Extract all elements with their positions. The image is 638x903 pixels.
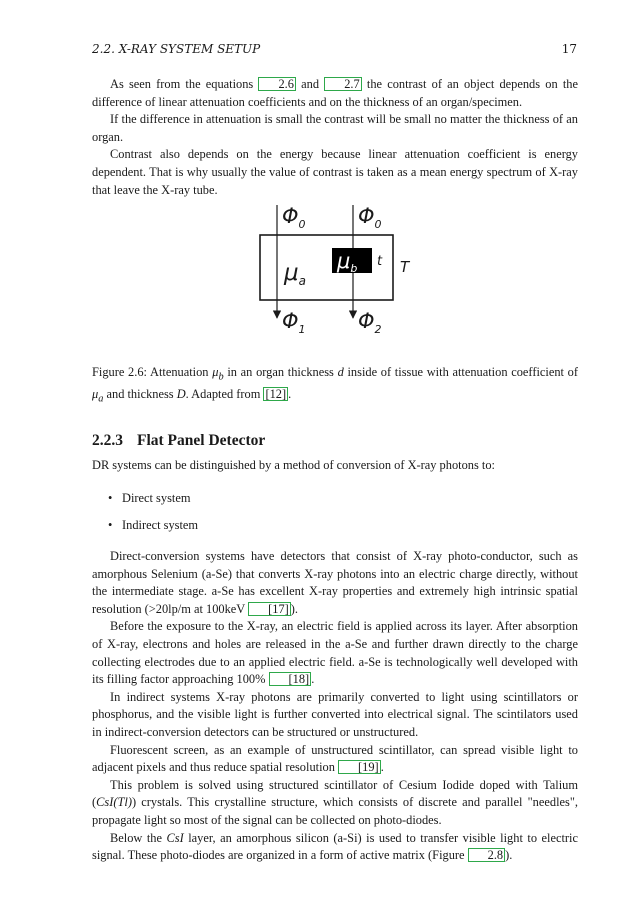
citation-link-19[interactable]: [19] — [338, 760, 381, 774]
bullet-dot: • — [108, 491, 113, 505]
caption-text-a: Figure 2.6: Attenuation — [92, 365, 213, 379]
figure-link-2-8[interactable]: 2.8 — [468, 848, 506, 862]
header-title: 2.2. X-RAY SYSTEM SETUP — [92, 42, 261, 56]
body-p1-text-a: Direct-conversion systems have detectors that consist of X-ray photo-conductor, such as amorphous Selenium (a-Se) that converts X-ray photons into an electric charge directly, without the intermediate stage. a-Se has excellent X-ray properties and extremely high intrinsic spatial resolution (>20lp/m at 100keV — [92, 549, 578, 616]
body-p2-text-a: Before the exposure to the X-ray, an electric field is applied across its layer. After absorption of X-ray, electrons and holes are released in the a-Se and further drawn directly to the charge collecting electrodes due to an applied electric field. a-Se is technologically well developed with its filling factor approaching 100% — [92, 619, 578, 687]
caption-d: d — [337, 365, 344, 379]
caption-mu-b: μ — [212, 365, 219, 379]
body-p6-math: CsI — [166, 830, 184, 845]
body-paragraph-5 — [92, 777, 578, 830]
body-paragraph-3: In indirect systems X-ray photons are primarily converted to light using scintillators or phosphorus, and the visible light is further converted into electrical signal. The scintilators used in indirect-conversion detectors can be structured or unstructured. — [92, 689, 578, 739]
body-p5-text-b: ) crystals. This crystalline structure, which consists of discrete and parallel "needles", propagate light so most of the signal can be collected on photo-diodes. — [92, 795, 578, 827]
caption-text-e: and thickness — [103, 387, 177, 402]
phi2-label: $\Phi_2$ — [358, 309, 382, 336]
T-thickness-label: T — [400, 258, 410, 276]
equation-link-2-7[interactable]: 2.7 — [324, 77, 362, 91]
page-number: 17 — [561, 42, 577, 56]
mu-b-label: μb — [337, 249, 358, 275]
body-p6-text-b: layer, an amorphous silicon (a-Si) is used to transfer visible light to electric signal. These photo-diodes are organized in a form of active matrix (Figure — [92, 830, 578, 863]
section-heading — [92, 432, 265, 450]
body-paragraph-2 — [92, 618, 578, 688]
running-header — [92, 42, 577, 56]
body-p5-math: CsI(Tl) — [96, 795, 132, 810]
intro-paragraph-3: Contrast also depends on the energy because linear attenuation coefficient is energy dependent. That is why usually the value of contrast is taken as a mean energy spectrum of X-ray that leave the X-ray tube. — [92, 147, 578, 197]
citation-link-18[interactable]: [18] — [269, 672, 312, 686]
equation-link-2-6[interactable]: 2.6 — [258, 77, 296, 91]
caption-mu-a: μ — [92, 387, 99, 402]
caption-text-g: . — [288, 387, 292, 402]
body-p2-text-b: . — [311, 672, 315, 687]
section-title: Flat Panel Detector — [137, 432, 266, 449]
intro-text — [92, 76, 578, 199]
intro-paragraph-1 — [92, 76, 578, 111]
body-p4-text-b: . — [380, 760, 384, 775]
figure-caption — [92, 364, 578, 408]
caption-mu-a-sub: a — [98, 393, 104, 405]
phi1-label: $\Phi_1$ — [282, 309, 306, 336]
bullet-list — [108, 490, 198, 544]
caption-text-c: inside of tissue with attenuation coefficient of — [343, 365, 578, 379]
attenuation-figure — [240, 200, 420, 345]
body-p6-text-a: Below the — [110, 830, 167, 845]
bullet-text-direct: Direct system — [122, 491, 191, 505]
caption-text-b: in an organ thickness — [223, 365, 338, 379]
bullet-dot: • — [108, 518, 113, 532]
citation-link-17[interactable]: [17] — [248, 602, 291, 616]
citation-link-12[interactable]: [12] — [265, 387, 287, 402]
mu-a-label: $\mu_a$ — [284, 260, 306, 288]
body-p1-text-b: ). — [290, 601, 299, 616]
section-intro — [92, 457, 578, 475]
tissue-box — [260, 235, 393, 300]
body-p4-text-a: Fluorescent screen, as an example of unstructured scintillator, can spread visible light to adjacent pixels and thus reduce spatial resolution — [92, 742, 578, 775]
section-intro-text: DR systems can be distinguished by a method of conversion of X-ray photons to: — [92, 458, 495, 472]
bullet-item — [108, 490, 198, 517]
bullet-item — [108, 517, 198, 544]
caption-text-f: . Adapted from — [185, 387, 264, 402]
intro-p1-text-c: the contrast of an object depends on the difference of linear attenuation coefficients and on the thickness of an organ/specimen. — [92, 77, 578, 109]
intro-p1-text-a: As seen from the equations — [110, 77, 259, 91]
body-paragraph-6 — [92, 830, 578, 865]
t-thickness-label: t — [377, 254, 383, 269]
caption-mu-b-sub: b — [218, 371, 224, 383]
phi0-left-label: $\Phi_0$ — [282, 204, 306, 231]
body-p6-text-c: ). — [505, 848, 513, 863]
body-paragraph-1 — [92, 548, 578, 618]
intro-paragraph-2: If the difference in attenuation is small the contrast will be small no matter the thickness of an organ. — [92, 112, 578, 144]
phi0-right-label: $\Phi_0$ — [358, 204, 382, 231]
body-text — [92, 548, 578, 865]
intro-p1-text-b: and — [295, 77, 325, 91]
body-p5-text-a: This problem is solved using structured scintillator of Cesium Iodide doped with Talium ( — [92, 777, 578, 810]
body-paragraph-4 — [92, 742, 578, 777]
caption-D: D — [176, 387, 186, 402]
section-number: 2.2.3 — [92, 432, 123, 449]
bullet-text-indirect: Indirect system — [122, 518, 199, 532]
